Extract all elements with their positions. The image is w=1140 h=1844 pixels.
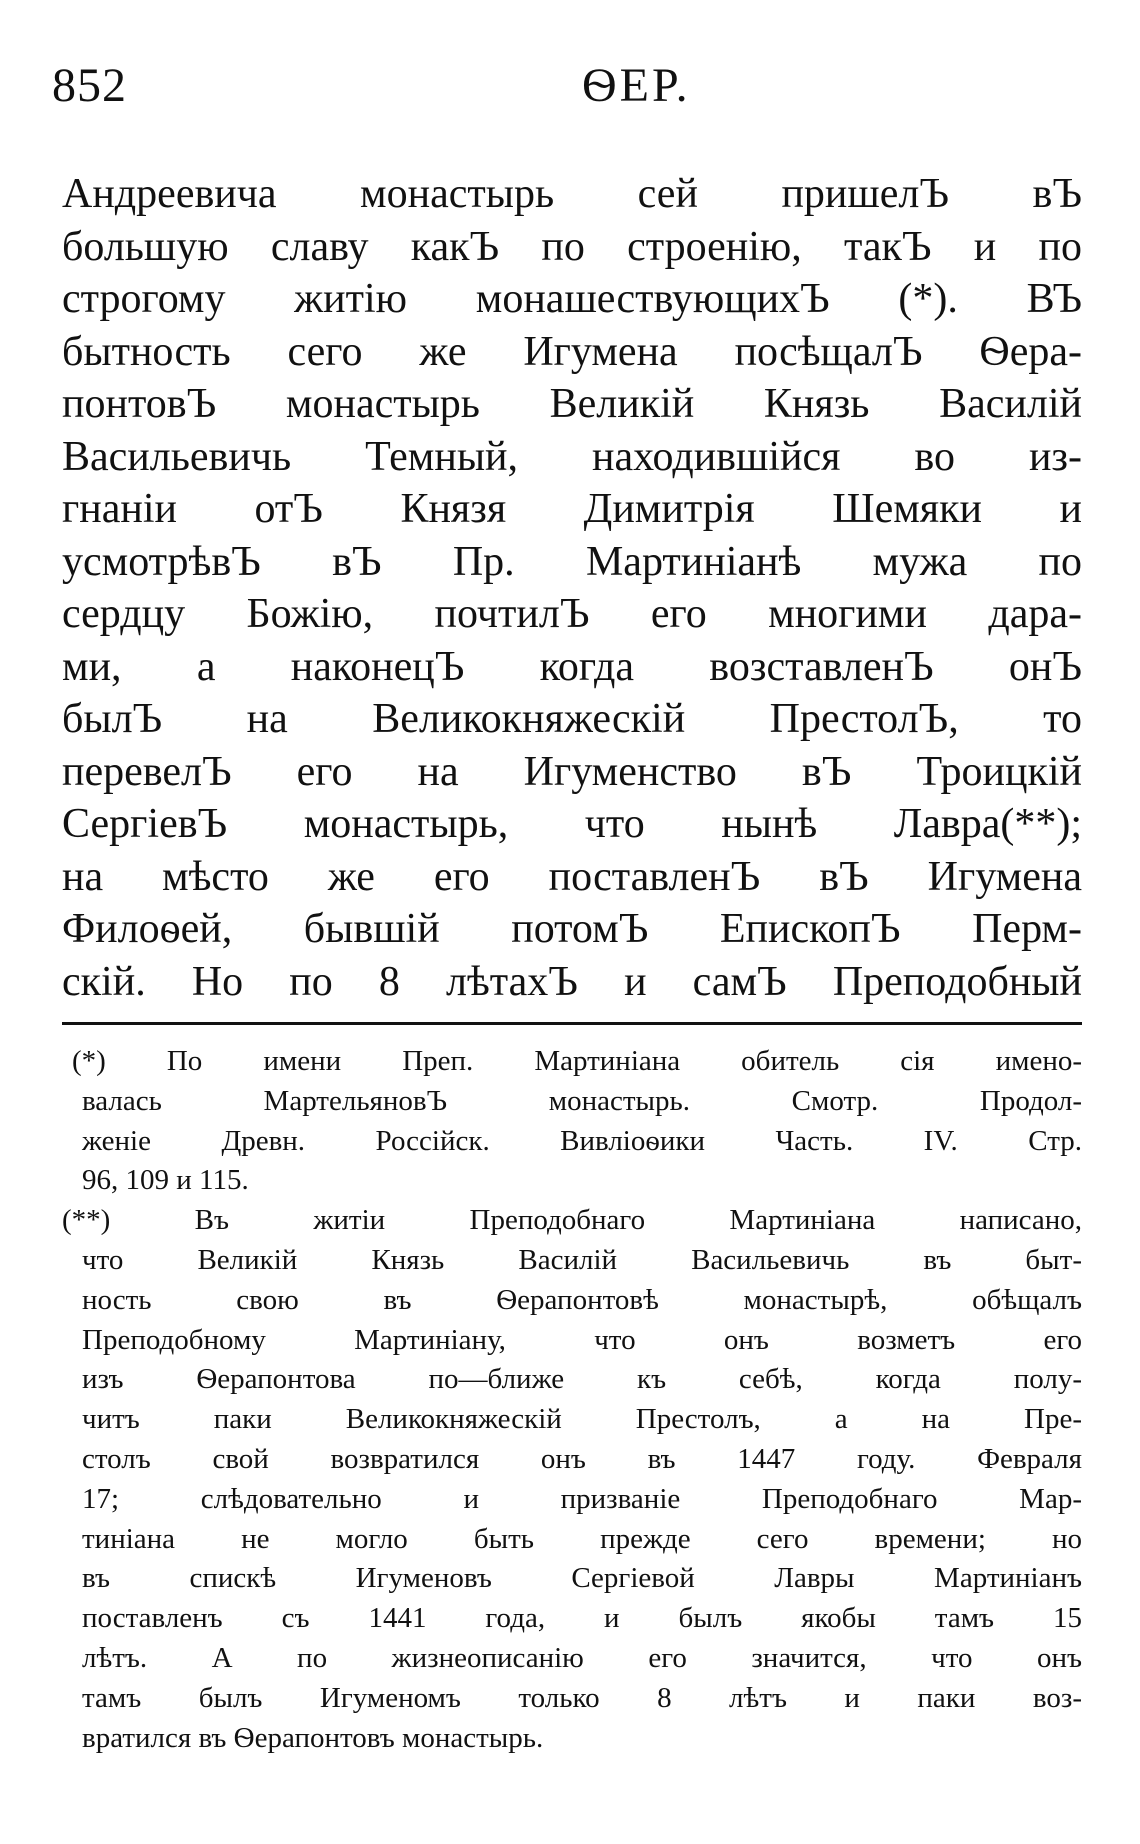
text-line: на мѣсто же его поставленЪ вЪ Игумена [62, 853, 1082, 900]
text-line: большую славу какЪ по строенію, такЪ и по [62, 223, 1082, 270]
footnote-line: валась МартельяновЪ монастырь. Смотр. Продол- [82, 1084, 1082, 1117]
footnote-line: читъ паки Великокняжескій Престолъ, а на Пре- [82, 1403, 1082, 1436]
footnote-line: (**) Въ житіи Преподобнаго Мартиніана написано, [62, 1204, 1082, 1237]
text-line: Андреевича монастырь сей пришелЪ вЪ [62, 171, 1082, 217]
footnote-line: въ спискѣ Игуменовъ Сергіевой Лавры Мартиніанъ [82, 1562, 1082, 1595]
text-line: гнаніи отЪ Князя Димитрія Шемяки и [62, 486, 1082, 532]
text-line: Васильевичь Темный, находившійся во из- [62, 433, 1082, 480]
page-header [52, 58, 1072, 128]
footnote-line: 96, 109 и 115. [82, 1164, 249, 1197]
running-head: ѲЕР. [582, 59, 691, 112]
footnote-line: изъ Ѳерапонтова по—ближе къ себѣ, когда полу- [82, 1363, 1082, 1396]
footnote-line: женіе Древн. Россійск. Вивліоѳики Часть. IV. Стр. [82, 1124, 1082, 1157]
footnote-line: (*) По имени Преп. Мартиніана обитель сія имено- [72, 1045, 1082, 1077]
footnote-line: тамъ былъ Игуменомъ только 8 лѣтъ и паки воз- [82, 1681, 1082, 1714]
footnote-divider [62, 1022, 1082, 1025]
footnote-line: ность свою въ Ѳерапонтовѣ монастырѣ, обѣщалъ [82, 1283, 1082, 1316]
footnote-line: 17; слѣдовательно и призваніе Преподобнаго Мар- [82, 1482, 1082, 1515]
text-line: СергіевЪ монастырь, что нынѣ Лавра(**); [62, 801, 1082, 847]
footnote-line: Преподобному Мартиніану, что онъ возметъ его [82, 1323, 1082, 1356]
footnote-line: что Великій Князь Василій Васильевичь въ быт- [82, 1243, 1082, 1276]
footnote-line: тиніана не могло быть прежде сего времени; но [82, 1522, 1082, 1555]
text-line: скій. Но по 8 лѣтахЪ и самЪ Преподобный [62, 958, 1082, 1005]
main-text-block [62, 168, 1082, 1008]
text-line: сердцу Божію, почтилЪ его многими дара- [62, 591, 1082, 637]
text-line: усмотрѣвЪ вЪ Пр. Мартиніанѣ мужа по [62, 538, 1082, 585]
text-line: перевелЪ его на Игуменство вЪ Троицкій [62, 748, 1082, 795]
footnotes-block [62, 1042, 1082, 1758]
footnote-line: вратился въ Ѳерапонтовъ монастырь. [82, 1721, 544, 1754]
text-line: строгому житію монашествующихЪ (*). ВЪ [62, 276, 1082, 322]
text-line: ми, а наконецЪ когда возставленЪ онЪ [62, 643, 1082, 690]
page-number: 852 [52, 59, 127, 112]
text-line: бытность сего же Игумена посѣщалЪ Ѳера- [62, 328, 1082, 375]
footnote-line: поставленъ съ 1441 года, и былъ якобы тамъ 15 [82, 1602, 1082, 1635]
footnote-line: лѣтъ. А по жизнеописанію его значится, что онъ [82, 1641, 1082, 1674]
text-line: понтовЪ монастырь Великій Князь Василій [62, 381, 1082, 427]
footnote-line: столъ свой возвратился онъ въ 1447 году. Февраля [82, 1442, 1082, 1475]
text-line: Филоѳей, бывшій потомЪ ЕпископЪ Перм- [62, 906, 1082, 952]
text-line: былЪ на Великокняжескій ПрестолЪ, то [62, 696, 1082, 742]
